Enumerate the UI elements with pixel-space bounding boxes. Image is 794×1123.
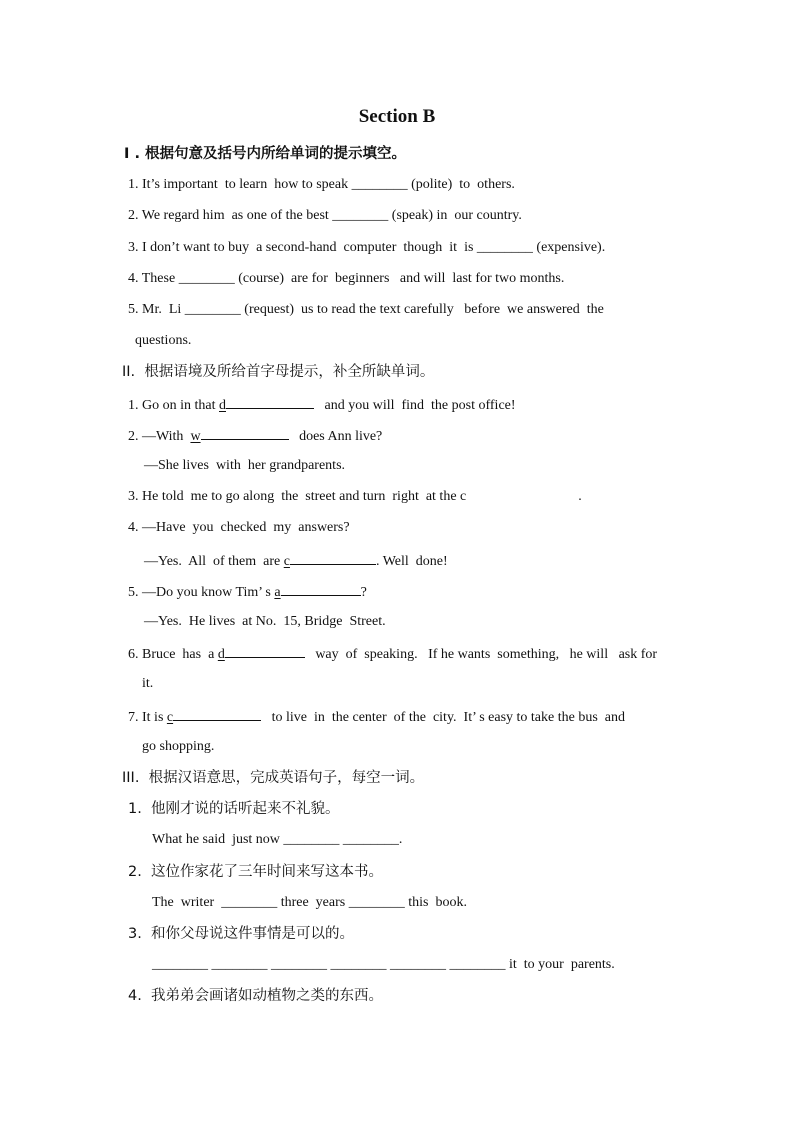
s2-item-4-letter: c [283,554,290,569]
s1-item-2-post: (speak) in our country. [388,208,522,223]
s2-item-6-continuation: it. [142,676,154,691]
s2-item-5-pre: 5. —Do you know Tim’ s [128,585,275,600]
s2-item-7-post: to live in the center of the city. It’ s easy to take the bus and [261,710,625,725]
s2-item-3-post: . [578,489,582,504]
s3-item-4-zh: 4. 我弟弟会画诸如动植物之类的东西。 [128,988,384,1004]
s2-item-7 [128,706,625,728]
s2-item-4-answer [144,550,448,572]
s2-item-2-answer: —She lives with her grandparents. [144,458,346,473]
s3-item-1-zh: 1. 他刚才说的话听起来不礼貌。 [128,801,340,817]
s2-item-5-answer: —Yes. He lives at No. 15, Bridge Street. [144,614,386,629]
s2-item-4-blank[interactable] [284,554,376,569]
s3-item-3-en[interactable]: ________ ________ ________ ________ ________ ________ it to your parents. [152,957,615,972]
section-1-heading: I . 根据句意及括号内所给单词的提示填空。 [124,146,406,162]
s1-item-1-blank[interactable]: ________ [351,177,408,192]
s1-item-3 [128,238,605,258]
s2-item-7-letter: c [166,710,174,725]
s2-item-4-answer-post: . Well done! [375,554,448,569]
s2-item-5-post: ? [360,585,367,600]
s1-item-1-pre: 1. It’s important to learn how to speak [128,177,352,192]
s1-item-5-post: (request) us to read the text carefully before we answered the [240,302,604,317]
s1-item-3-post: (expensive). [532,240,606,255]
s2-item-1-post: and you will find the post office! [314,398,516,413]
s2-item-6-pre: 6. Bruce has a [128,647,218,662]
s1-item-2 [128,206,522,226]
s2-item-3 [128,487,582,507]
s2-item-7-pre: 7. It is [128,710,167,725]
s2-item-1-blank[interactable] [219,398,314,413]
s3-item-3-zh: 3. 和你父母说这件事情是可以的。 [128,926,355,942]
s2-item-4-answer-pre: —Yes. All of them are [144,554,284,569]
s1-item-4 [128,269,564,289]
s1-item-4-post: (course) are for beginners and will last for two months. [234,271,565,286]
s2-item-5-letter: a [274,585,281,600]
s3-item-1-en[interactable]: What he said just now ________ ________. [152,832,403,847]
s2-item-2-post: does Ann live? [288,429,383,444]
s1-item-2-pre: 2. We regard him as one of the best [128,208,333,223]
s1-item-4-pre: 4. These [128,271,179,286]
s2-item-4: 4. —Have you checked my answers? [128,520,350,535]
s1-item-5-continuation: questions. [135,333,192,348]
s2-item-5-blank[interactable] [274,585,360,600]
s2-item-6-letter: d [217,647,225,662]
s2-item-6-blank[interactable] [218,647,305,662]
s1-item-1-post: (polite) to others. [407,177,515,192]
s2-item-1 [128,394,516,416]
s2-item-5 [128,581,367,603]
s2-item-2 [128,425,382,447]
s2-item-7-continuation: go shopping. [142,739,215,754]
s2-item-3-pre: 3. He told me to go along the street and turn right at the c [128,489,467,504]
s2-item-6 [128,643,657,665]
s1-item-2-blank[interactable]: ________ [332,208,389,223]
s3-item-2-en[interactable]: The writer ________ three years ________ this book. [152,895,467,910]
s2-item-7-blank[interactable] [167,710,261,725]
section-2-heading: II. 根据语境及所给首字母提示，补全所缺单词。 [122,364,435,380]
page-title: Section B [358,106,436,127]
s1-item-3-blank[interactable]: ________ [476,240,533,255]
s2-item-1-pre: 1. Go on in that [128,398,219,413]
s2-item-6-post: way of speaking. If he wants something, he will ask for [304,647,658,662]
s2-item-2-letter: w [190,429,201,444]
s1-item-5-pre: 5. Mr. Li [128,302,185,317]
s1-item-1 [128,175,515,195]
s2-item-1-letter: d [219,398,226,413]
s1-item-3-pre: 3. I don’t want to buy a second-hand computer though it is [128,240,477,255]
s1-item-5 [128,300,604,320]
s1-item-5-blank[interactable]: ________ [184,302,241,317]
s1-item-4-blank[interactable]: ________ [178,271,235,286]
section-3-heading: III. 根据汉语意思，完成英语句子，每空一词。 [122,770,425,786]
s2-item-2-blank[interactable] [190,429,288,444]
s3-item-2-zh: 2. 这位作家花了三年时间来写这本书。 [128,864,384,880]
s2-item-2-pre: 2. —With [128,429,191,444]
